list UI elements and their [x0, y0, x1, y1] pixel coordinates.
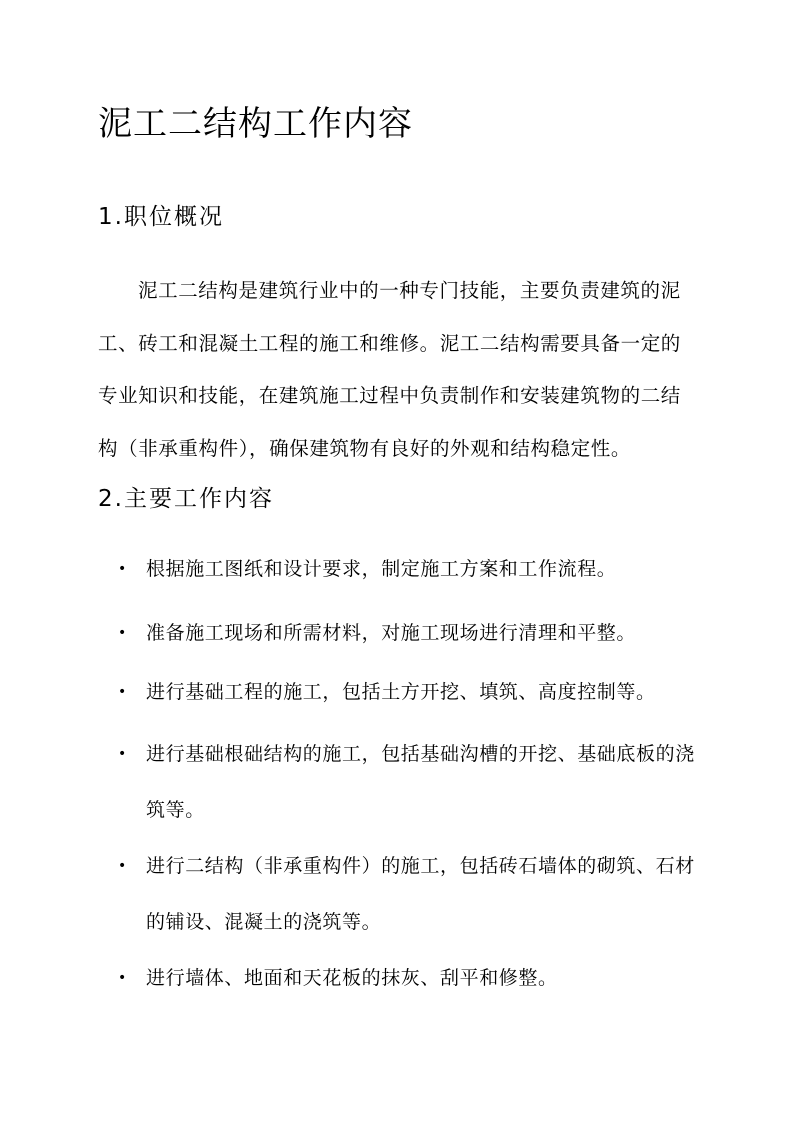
- paragraph-line: 泥工二结构是建筑行业中的一种专门技能，主要负责建筑的泥: [138, 279, 681, 302]
- list-item: [118, 605, 698, 661]
- bullet-icon: •: [118, 625, 127, 641]
- bullet-icon: •: [118, 858, 127, 874]
- paragraph-line: 专业知识和技能，在建筑施工过程中负责制作和安装建筑物的二结: [98, 384, 681, 407]
- list-item: [118, 950, 698, 1006]
- job-overview-paragraph: [98, 265, 702, 475]
- list-item-text: 进行二结构（非承重构件）的施工，包括砖石墙体的砌筑、石材的铺设、混凝土的浇筑等。: [146, 855, 695, 933]
- list-item: [118, 664, 698, 720]
- paragraph-line: 构（非承重构件），确保建筑物有良好的外观和结构稳定性。: [98, 436, 631, 460]
- paragraph-line: 工、砖工和混凝土工程的施工和维修。泥工二结构需要具备一定的: [98, 331, 681, 355]
- list-item: [118, 838, 698, 950]
- list-item: [118, 541, 698, 597]
- bullet-icon: •: [118, 684, 127, 700]
- list-item-text: 进行基础工程的施工，包括土方开挖、填筑、高度控制等。: [146, 681, 656, 703]
- bullet-icon: •: [118, 970, 127, 986]
- list-item-text: 进行墙体、地面和天花板的抹灰、刮平和修整。: [146, 967, 558, 989]
- section-heading-job-overview: 1.职位概况: [98, 204, 224, 230]
- document-title: 泥工二结构工作内容: [98, 104, 413, 144]
- list-item-text: 准备施工现场和所需材料，对施工现场进行清理和平整。: [146, 622, 637, 644]
- bullet-icon: •: [118, 746, 127, 762]
- list-item-text: 根据施工图纸和设计要求，制定施工方案和工作流程。: [146, 558, 617, 580]
- list-item: [118, 726, 698, 838]
- bullet-icon: •: [118, 561, 127, 577]
- section-heading-main-duties: 2.主要工作内容: [98, 486, 274, 512]
- list-item-text: 进行基础根础结构的施工，包括基础沟槽的开挖、基础底板的浇筑等。: [146, 743, 695, 821]
